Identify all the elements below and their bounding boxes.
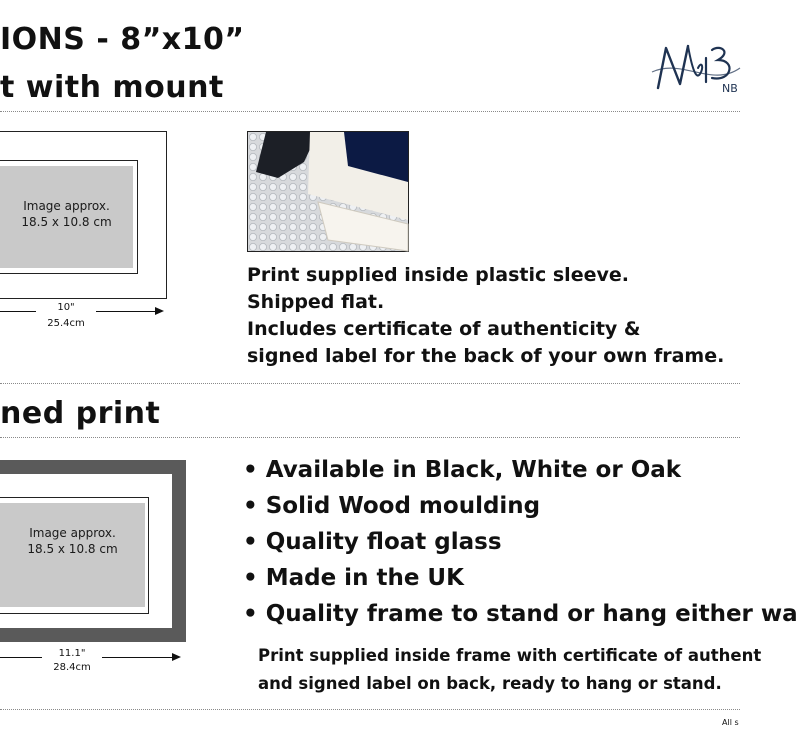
mounted-description: [247, 262, 724, 370]
description-line: Shipped flat.: [247, 291, 385, 313]
description-line: signed label for the back of your own frame.: [247, 345, 725, 367]
width-inches: 10": [36, 302, 96, 313]
width-cm: 28.4cm: [53, 662, 91, 673]
logo-initials: NB: [722, 82, 738, 95]
description-line: Print supplied inside plastic sleeve.: [247, 264, 629, 286]
width-cm: 25.4cm: [47, 318, 85, 329]
image-size-label: Image approx.: [29, 526, 116, 540]
feature-item: • Quality frame to stand or hang either wa: [243, 601, 798, 627]
feature-item: • Made in the UK: [243, 565, 464, 591]
page-title: IONS - 8”x10”: [0, 22, 245, 57]
image-size-value: 18.5 x 10.8 cm: [21, 215, 112, 229]
section-heading-framed: ned print: [0, 396, 161, 431]
brand-logo: [652, 38, 740, 98]
feature-item: • Solid Wood moulding: [243, 493, 541, 519]
framed-note-line1: Print supplied inside frame with certificate of authent: [258, 646, 762, 665]
divider-bottom: [0, 709, 740, 710]
image-size-label: Image approx.: [23, 199, 110, 213]
framed-note-line2: and signed label on back, ready to hang or stand.: [258, 674, 722, 693]
divider-top: [0, 111, 740, 112]
description-line: Includes certificate of authenticity &: [247, 318, 641, 340]
feature-item: • Quality float glass: [243, 529, 502, 555]
image-area-mounted: [0, 166, 133, 268]
divider-middle: [0, 383, 740, 384]
feature-item: • Available in Black, White or Oak: [243, 457, 682, 483]
width-inches: 11.1": [42, 648, 102, 659]
divider-framed: [0, 437, 740, 438]
footer-text: All s: [722, 718, 739, 727]
feature-list: [243, 454, 798, 634]
product-photo: [247, 131, 409, 252]
arrowhead: [172, 653, 181, 661]
image-area-framed: [0, 503, 145, 607]
section-heading-mounted: t with mount: [0, 70, 224, 105]
image-size-value: 18.5 x 10.8 cm: [27, 542, 118, 556]
arrowhead: [155, 307, 164, 315]
